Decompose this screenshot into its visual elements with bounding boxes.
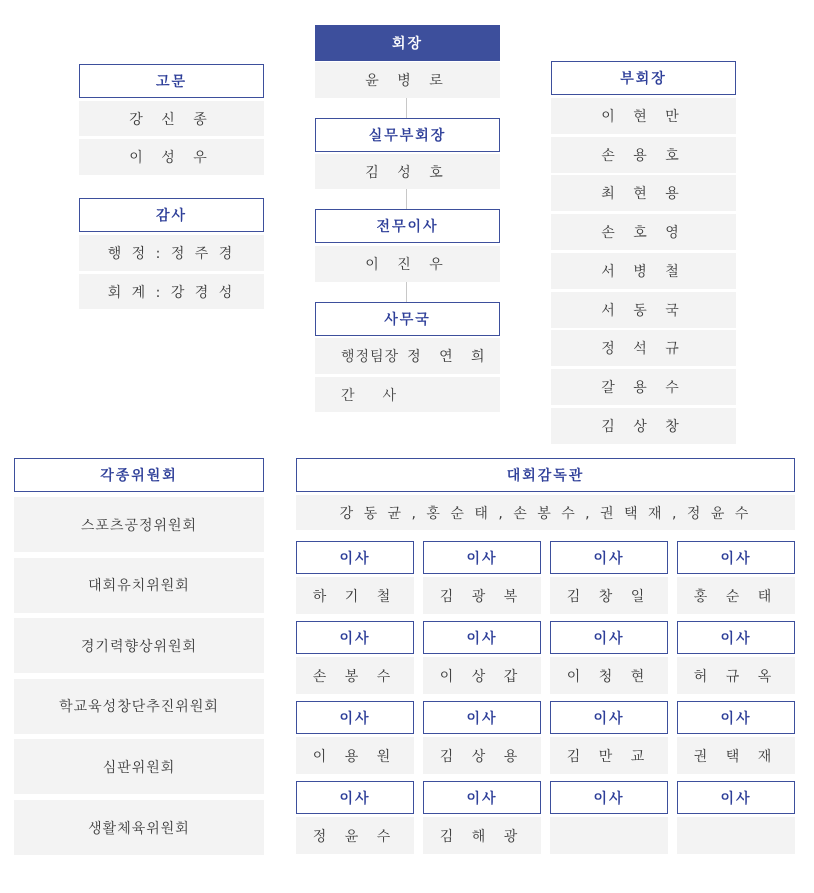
director-header: 이사 [296,621,414,654]
vice-presidents-header: 부회장 [551,61,736,95]
director-name: 허 규 옥 [677,657,795,694]
managing-director-header: 전무이사 [315,209,500,243]
director-header: 이사 [677,701,795,734]
auditor-item: 회 계 : 강 경 성 [79,274,264,309]
director-name: 이 청 현 [550,657,668,694]
director-name [677,817,795,854]
auditor-item: 행 정 : 정 주 경 [79,235,264,271]
exec-vp-name: 김 성 호 [315,154,500,189]
advisors-header: 고문 [79,64,264,98]
connector-line [406,189,407,209]
director-name: 김 광 복 [423,577,541,614]
committee-item: 스포츠공정위원회 [14,497,264,552]
managing-director-name: 이 진 우 [315,246,500,282]
secretariat-row-team-leader [315,338,500,374]
committee-item: 생활체육위원회 [14,800,264,855]
vice-president-item: 정 석 규 [551,330,736,366]
supervisors-header: 대회감독관 [296,458,795,492]
director-name: 이 용 원 [296,737,414,774]
president-header: 회장 [315,25,500,61]
director-header: 이사 [550,541,668,574]
vice-president-item: 이 현 만 [551,98,736,134]
secretariat-person: 정 연 희 [407,349,492,365]
director-header: 이사 [423,781,541,814]
connector-line [406,98,407,118]
vice-president-item: 최 현 용 [551,175,736,211]
director-header: 이사 [423,701,541,734]
secretariat-header: 사무국 [315,302,500,336]
secretariat-role: 간 [341,387,355,404]
secretariat-role: 행정팀장 [341,349,400,365]
director-name: 김 창 일 [550,577,668,614]
director-header: 이사 [677,781,795,814]
vice-president-item: 손 호 영 [551,214,736,250]
connector-line [406,282,407,302]
vice-president-item: 서 동 국 [551,292,736,328]
secretariat-role: 사 [382,387,397,404]
director-header: 이사 [296,541,414,574]
vice-president-item: 서 병 철 [551,253,736,289]
director-header: 이사 [677,621,795,654]
vice-president-item: 갈 용 수 [551,369,736,405]
supervisors-names: 강 동 균 , 홍 순 태 , 손 봉 수 , 권 택 재 , 정 윤 수 [296,495,795,530]
director-header: 이사 [296,701,414,734]
advisor-item: 강 신 종 [79,101,264,136]
director-header: 이사 [550,781,668,814]
committees-header: 각종위원회 [14,458,264,492]
director-name [550,817,668,854]
director-name: 하 기 철 [296,577,414,614]
director-header: 이사 [423,541,541,574]
director-name: 손 봉 수 [296,657,414,694]
committee-item: 경기력향상위원회 [14,618,264,673]
director-name: 이 상 갑 [423,657,541,694]
committee-item: 심판위원회 [14,739,264,794]
director-header: 이사 [677,541,795,574]
secretariat-row-assistant [315,377,500,412]
director-name: 김 해 광 [423,817,541,854]
exec-vp-header: 실무부회장 [315,118,500,152]
president-name: 윤 병 로 [315,62,500,98]
director-name: 정 윤 수 [296,817,414,854]
director-header: 이사 [550,701,668,734]
director-header: 이사 [423,621,541,654]
auditors-header: 감사 [79,198,264,232]
director-name: 권 택 재 [677,737,795,774]
director-header: 이사 [550,621,668,654]
vice-president-item: 손 용 호 [551,137,736,173]
advisor-item: 이 성 우 [79,139,264,175]
committee-item: 대회유치위원회 [14,558,264,613]
committee-item: 학교육성창단추진위원회 [14,679,264,734]
director-name: 김 상 용 [423,737,541,774]
director-name: 김 만 교 [550,737,668,774]
director-name: 홍 순 태 [677,577,795,614]
director-header: 이사 [296,781,414,814]
vice-president-item: 김 상 창 [551,408,736,444]
